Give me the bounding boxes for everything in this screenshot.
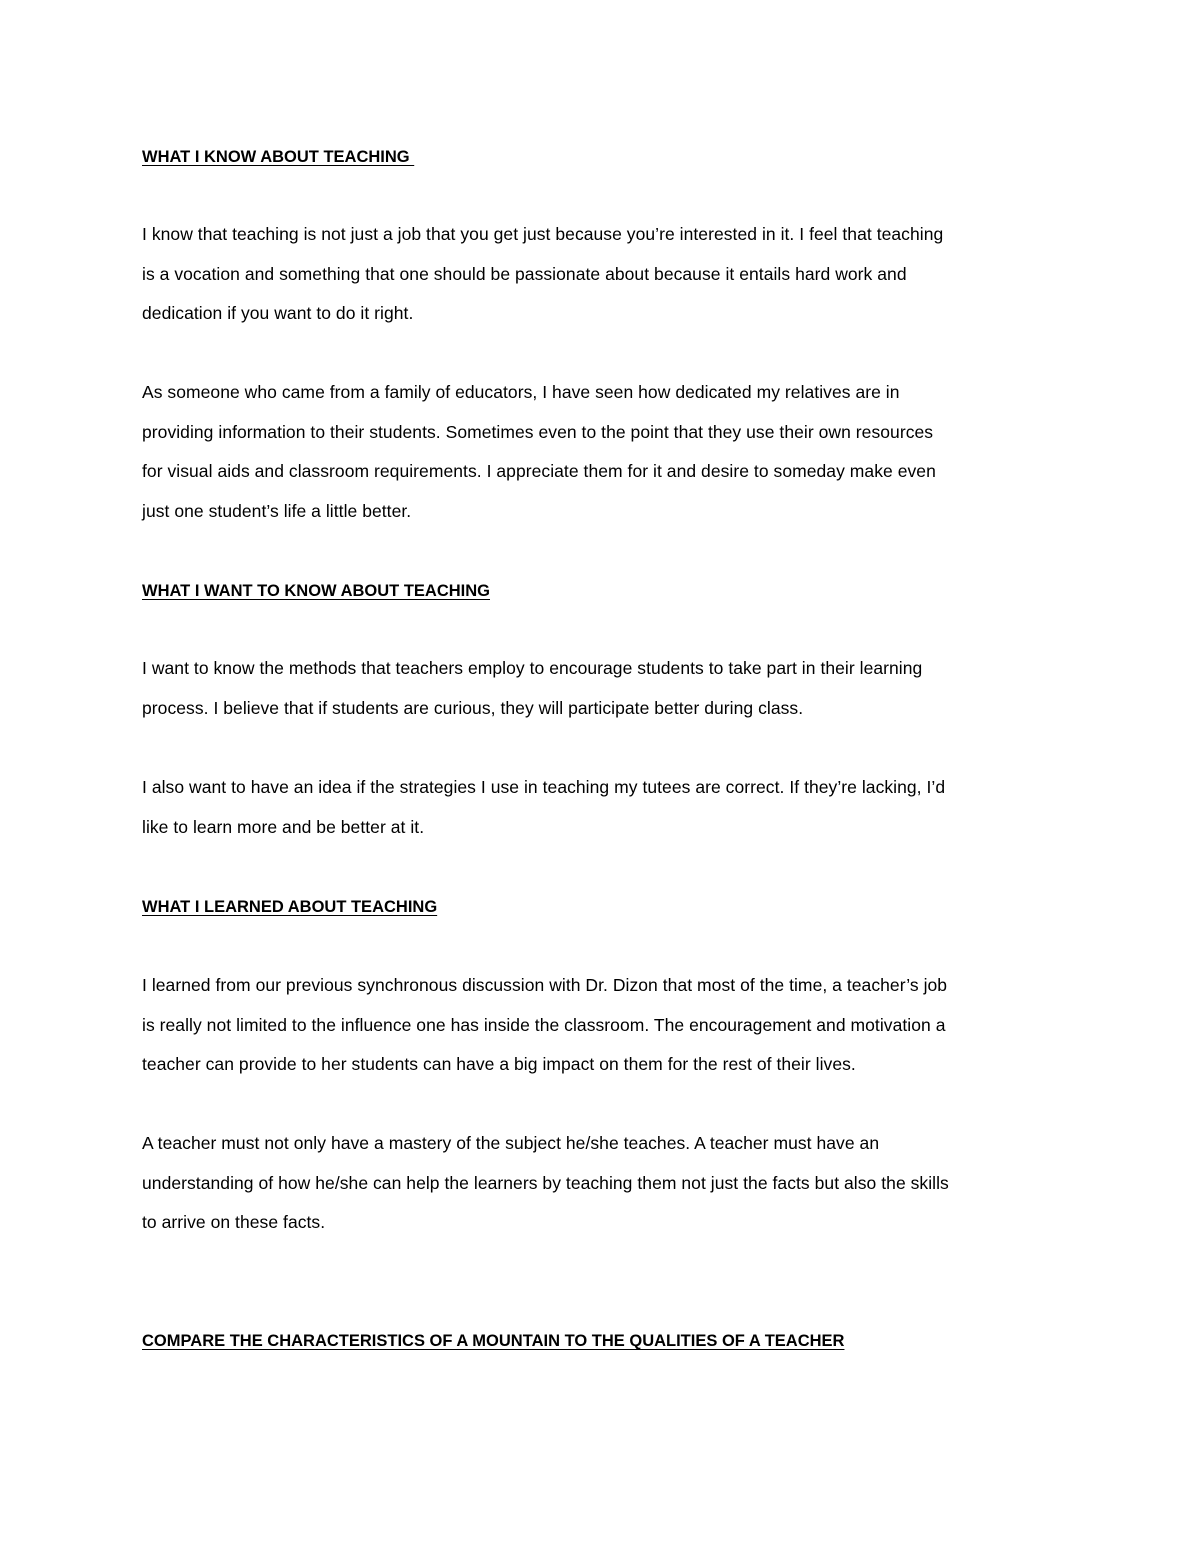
paragraph-want-2 — [142, 768, 1062, 847]
paragraph-line: is really not limited to the influence one has inside the classroom. The encouragement and motivation a — [142, 1014, 946, 1035]
paragraph-want-1 — [142, 649, 1062, 728]
section-heading-compare: COMPARE THE CHARACTERISTICS OF A MOUNTAIN TO THE QUALITIES OF A TEACHER — [142, 1332, 845, 1350]
paragraph-know-1 — [142, 215, 1062, 334]
paragraph-line: providing information to their students. Sometimes even to the point that they use their own resources — [142, 421, 934, 442]
paragraph-line: teacher can provide to her students can have a big impact on them for the rest of their lives. — [142, 1054, 856, 1074]
paragraph-line: just one student’s life a little better. — [142, 500, 412, 521]
paragraph-line: understanding of how he/she can help the learners by teaching them not just the facts but also the skills — [142, 1172, 949, 1193]
paragraph-line: is a vocation and something that one should be passionate about because it entails hard work and — [142, 263, 907, 284]
paragraph-line: I want to know the methods that teachers employ to encourage students to take part in their learning — [142, 658, 923, 678]
paragraph-learned-2 — [142, 1124, 1062, 1243]
paragraph-line: for visual aids and classroom requirements. I appreciate them for it and desire to someday make even — [142, 461, 936, 481]
paragraph-line: process. I believe that if students are curious, they will participate better during class. — [142, 697, 804, 718]
paragraph-line: I also want to have an idea if the strategies I use in teaching my tutees are correct. If they’re lacking, I’d — [142, 777, 946, 797]
section-heading-know: WHAT I KNOW ABOUT TEACHING — [142, 148, 415, 166]
paragraph-line: I learned from our previous synchronous discussion with Dr. Dizon that most of the time, a teacher’s job — [142, 975, 948, 995]
paragraph-line: I know that teaching is not just a job that you get just because you’re interested in it. I feel that teaching — [142, 224, 944, 244]
section-heading-learned: WHAT I LEARNED ABOUT TEACHING — [142, 898, 438, 916]
paragraph-line: to arrive on these facts. — [142, 1212, 326, 1232]
paragraph-line: like to learn more and be better at it. — [142, 816, 425, 837]
paragraph-line: dedication if you want to do it right. — [142, 303, 414, 323]
paragraph-line: A teacher must not only have a mastery of the subject he/she teaches. A teacher must have an — [142, 1133, 880, 1153]
paragraph-know-2 — [142, 373, 1062, 531]
paragraph-line: As someone who came from a family of educators, I have seen how dedicated my relatives are in — [142, 382, 900, 402]
paragraph-learned-1 — [142, 966, 1062, 1085]
section-heading-want-to-know: WHAT I WANT TO KNOW ABOUT TEACHING — [142, 582, 490, 600]
